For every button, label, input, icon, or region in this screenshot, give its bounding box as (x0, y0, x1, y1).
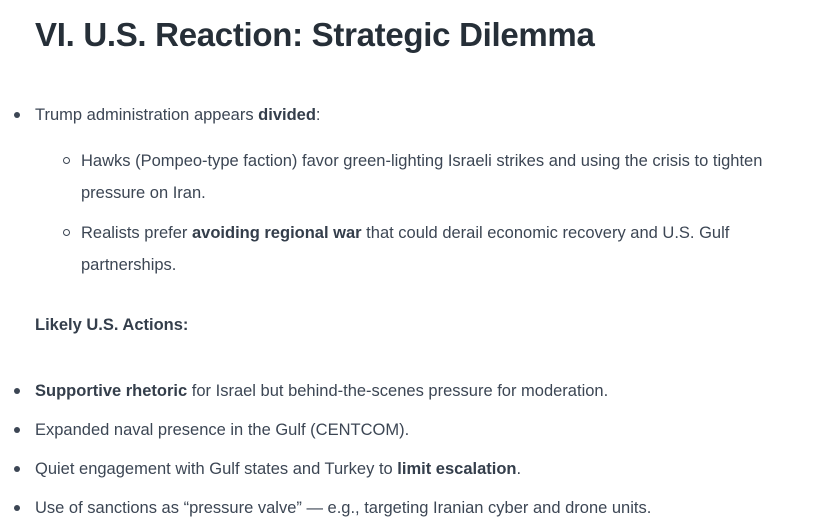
bullet-disc-icon (14, 112, 20, 118)
bullet-disc-icon (14, 505, 20, 511)
dilemma-sub-list (81, 145, 793, 281)
sub-list-item (81, 217, 793, 281)
list-item-bold-text: divided (258, 106, 316, 124)
list-item-text: for Israel but behind-the-scenes pressure for moderation. (187, 382, 609, 400)
sub-item-text: Realists prefer (81, 224, 192, 242)
bullet-circle-icon (63, 157, 70, 164)
bullet-disc-icon (14, 427, 20, 433)
list-item (35, 416, 790, 444)
list-item-text: : (315, 106, 321, 124)
bullet-circle-icon (63, 229, 70, 236)
actions-list (35, 377, 793, 522)
list-item-bold-text: limit escalation (397, 460, 517, 478)
sub-list-item (81, 145, 793, 209)
list-item-text: Quiet engagement with Gulf states and Turkey to (35, 460, 398, 478)
list-item (35, 377, 790, 405)
bullet-disc-icon (14, 388, 20, 394)
list-item-bold-text: Supportive rhetoric (35, 382, 188, 400)
list-item-text: Expanded naval presence in the Gulf (CENTCOM). (35, 421, 410, 439)
actions-label: Likely U.S. Actions: (35, 316, 189, 334)
section-heading: VI. U.S. Reaction: Strategic Dilemma (35, 16, 595, 53)
list-item-text: Use of sanctions as “pressure valve” — e.g., targeting Iranian cyber and drone units. (35, 499, 652, 517)
dilemma-list (35, 101, 793, 281)
list-item (35, 494, 790, 522)
sub-item-text: Hawks (Pompeo-type faction) favor green-lighting Israeli strikes and using the crisis to tighten pressure on Iran. (81, 152, 763, 202)
bullet-disc-icon (14, 466, 20, 472)
sub-item-text: that could derail economic recovery and U.S. Gulf partnerships. (81, 224, 730, 274)
list-item (35, 101, 793, 281)
sub-item-bold-text: avoiding regional war (191, 224, 362, 242)
list-item-text: . (516, 460, 522, 478)
list-item-text: Trump administration appears (35, 106, 259, 124)
list-item (35, 455, 790, 483)
